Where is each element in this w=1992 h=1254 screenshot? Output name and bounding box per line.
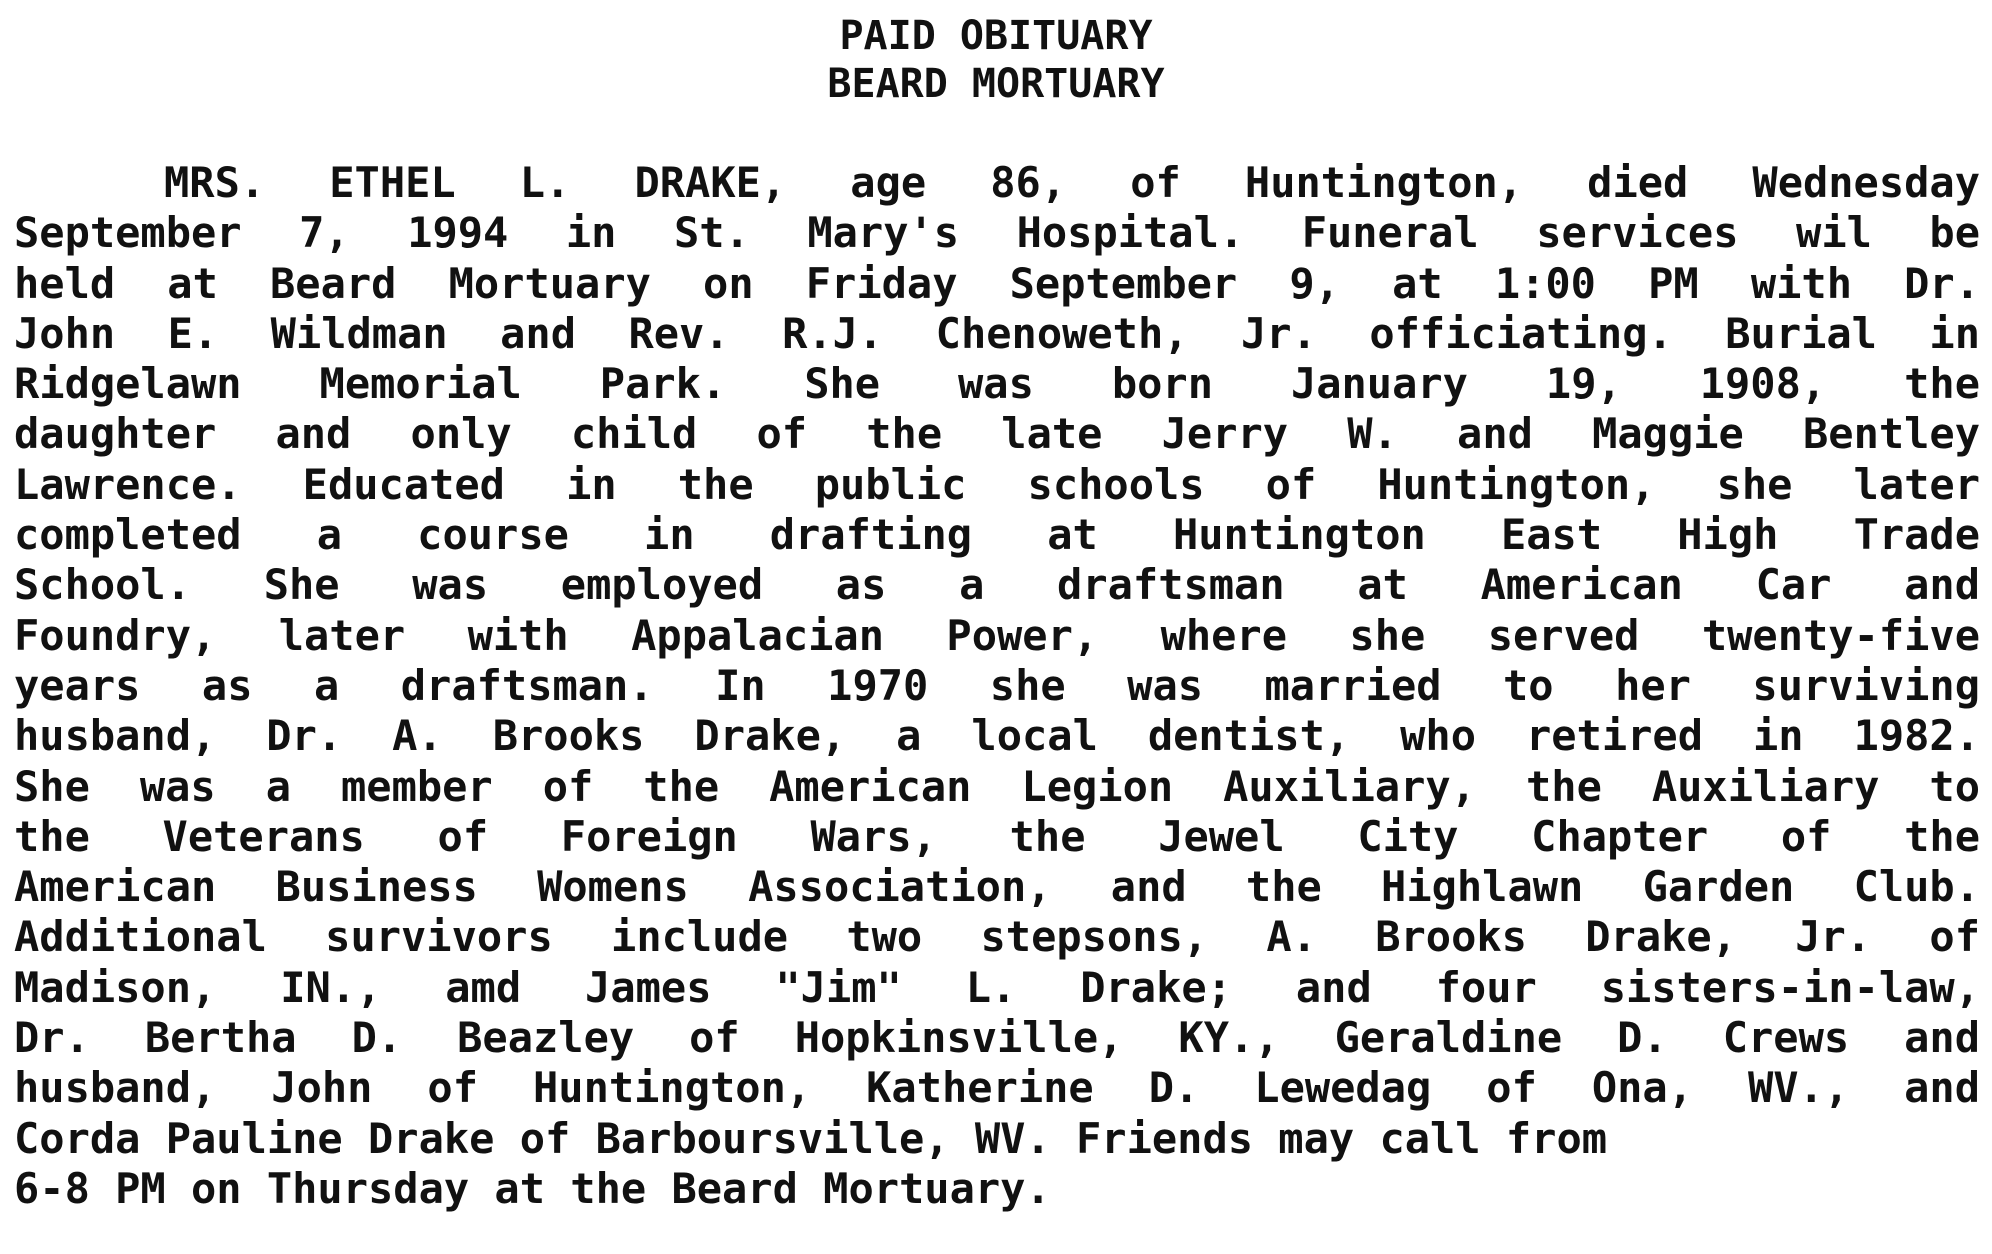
obituary-line: the Veterans of Foreign Wars, the Jewel City Chapter of the xyxy=(14,811,1980,861)
obituary-line: School. She was employed as a draftsman at American Car and xyxy=(14,560,1980,610)
obituary-line: Dr. Bertha D. Beazley of Hopkinsville, KY., Geraldine D. Crews and xyxy=(14,1013,1980,1063)
obituary-line: John E. Wildman and Rev. R.J. Chenoweth, Jr. officiating. Burial in xyxy=(14,308,1980,358)
obituary-line: American Business Womens Association, and the Highlawn Garden Club. xyxy=(14,862,1980,912)
obituary-line: Additional survivors include two stepsons, A. Brooks Drake, Jr. of xyxy=(14,912,1980,962)
obituary-line: Ridgelawn Memorial Park. She was born January 19, 1908, the xyxy=(14,359,1980,409)
obituary-line: held at Beard Mortuary on Friday September 9, at 1:00 PM with Dr. xyxy=(14,258,1980,308)
obituary-line: She was a member of the American Legion Auxiliary, the Auxiliary to xyxy=(14,761,1980,811)
obituary-line: years as a draftsman. In 1970 she was married to her surviving xyxy=(14,660,1980,710)
obituary-line: September 7, 1994 in St. Mary's Hospital. Funeral services wil be xyxy=(14,208,1980,258)
obituary-line: Corda Pauline Drake of Barboursville, WV. Friends may call from xyxy=(14,1113,1608,1163)
obituary-line: 6-8 PM on Thursday at the Beard Mortuary. xyxy=(14,1163,1051,1213)
funeral-home-name: BEARD MORTUARY xyxy=(827,61,1165,107)
obituary-line: husband, John of Huntington, Katherine D. Lewedag of Ona, WV., and xyxy=(14,1063,1980,1113)
document-title: PAID OBITUARY xyxy=(839,13,1153,59)
obituary-line: daughter and only child of the late Jerry W. and Maggie Bentley xyxy=(14,409,1980,459)
obituary-text xyxy=(14,158,1980,1214)
obituary-line: Madison, IN., amd James "Jim" L. Drake; and four sisters-in-law, xyxy=(14,962,1980,1012)
obituary-line: Lawrence. Educated in the public schools of Huntington, she later xyxy=(14,459,1980,509)
obituary-line: MRS. ETHEL L. DRAKE, age 86, of Huntington, died Wednesday xyxy=(164,158,1980,207)
obituary-line: husband, Dr. A. Brooks Drake, a local dentist, who retired in 1982. xyxy=(14,711,1980,761)
obituary-line: completed a course in drafting at Huntington East High Trade xyxy=(14,510,1980,560)
obituary-line: Foundry, later with Appalacian Power, where she served twenty-five xyxy=(14,610,1980,660)
